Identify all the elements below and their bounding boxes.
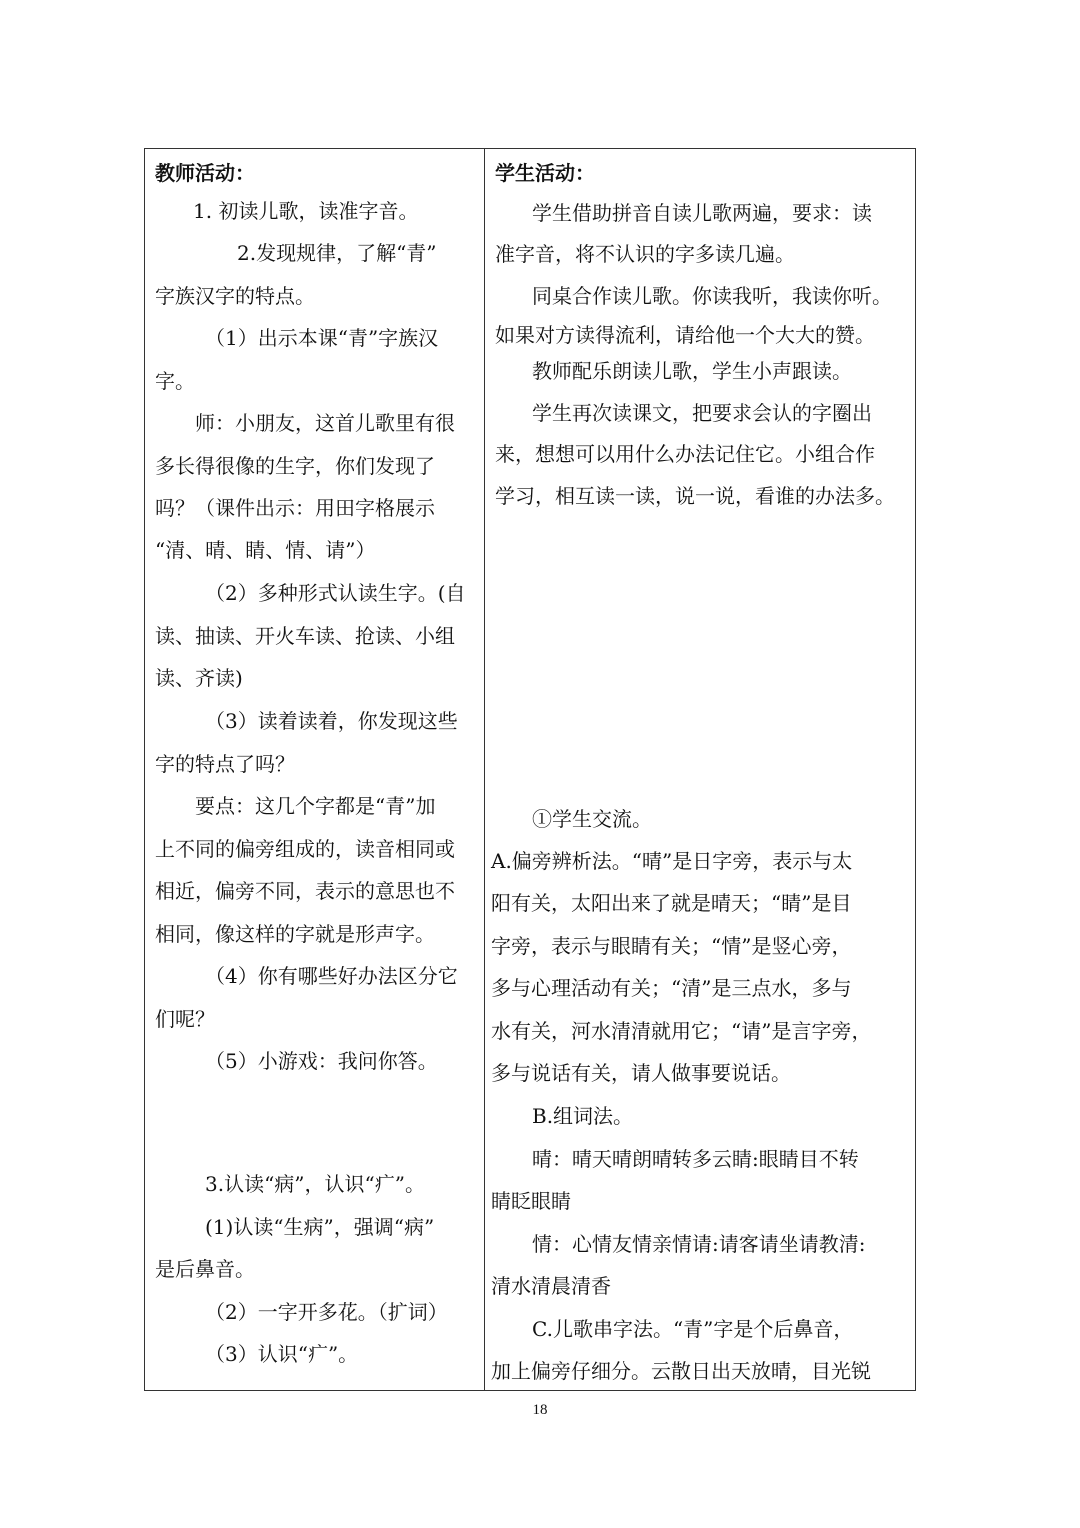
- teacher-line: 上不同的偏旁组成的，读音相同或: [155, 837, 455, 861]
- teacher-line: 读、齐读): [155, 666, 243, 690]
- page-number: 18: [532, 1402, 548, 1418]
- student-activity-column: [485, 149, 915, 1390]
- teacher-line: （1）出示本课“青”字族汉: [205, 326, 439, 350]
- teacher-line: 相同，像这样的字就是形声字。: [155, 922, 435, 946]
- teacher-heading: 教师活动：: [155, 161, 255, 185]
- student-line: 准字音，将不认识的字多读几遍。: [495, 242, 795, 266]
- teacher-activity-column: [145, 149, 485, 1390]
- student-line: 情：心情友情亲情请:请客请坐请教清:: [532, 1232, 866, 1256]
- student-heading: 学生活动：: [495, 161, 595, 185]
- teacher-line: 1. 初读儿歌，读准字音。: [193, 199, 419, 223]
- student-line: 晴：晴天晴朗晴转多云睛:眼睛目不转: [532, 1147, 859, 1171]
- student-line: 学生借助拼音自读儿歌两遍，要求：读: [532, 201, 872, 225]
- student-line: 如果对方读得流利，请给他一个大大的赞。: [495, 323, 875, 347]
- teacher-line: 是后鼻音。: [155, 1257, 255, 1281]
- student-line: 学习，相互读一读，说一说，看谁的办法多。: [495, 484, 895, 508]
- teacher-line: 字的特点了吗？: [155, 752, 295, 776]
- teacher-line: 要点：这几个字都是“青”加: [195, 794, 436, 818]
- teacher-line: 字。: [155, 369, 195, 393]
- student-line: 清水清晨清香: [491, 1274, 611, 1298]
- teacher-line: 吗？（课件出示：用田字格展示: [155, 496, 435, 520]
- student-line: 多与说话有关，请人做事要说话。: [491, 1061, 791, 1085]
- teacher-line: 师：小朋友，这首儿歌里有很: [195, 411, 455, 435]
- teacher-line: 相近，偏旁不同，表示的意思也不: [155, 879, 455, 903]
- student-line: B.组词法。: [532, 1104, 634, 1128]
- teacher-line: (1)认读“生病”，强调“病”: [205, 1215, 435, 1239]
- student-line: ①学生交流。: [532, 807, 652, 831]
- teacher-line: （5）小游戏：我问你答。: [205, 1049, 438, 1073]
- student-line: 阳有关，太阳出来了就是晴天；“睛”是目: [491, 891, 852, 915]
- student-line: 水有关，河水清清就用它；“请”是言字旁，: [491, 1019, 872, 1043]
- teacher-line: 2.发现规律，了解“青”: [237, 241, 437, 265]
- student-line: 多与心理活动有关；“清”是三点水，多与: [491, 976, 852, 1000]
- teacher-line: （2）一字开多花。（扩词）: [205, 1300, 448, 1324]
- teacher-line: 读、抽读、开火车读、抢读、小组: [155, 624, 455, 648]
- student-line: 加上偏旁仔细分。云散日出天放晴，目光锐: [491, 1359, 871, 1383]
- student-line: 同桌合作读儿歌。你读我听，我读你听。: [532, 284, 892, 308]
- student-line: 教师配乐朗读儿歌，学生小声跟读。: [532, 359, 852, 383]
- teacher-line: 3.认读“病”，认识“疒”。: [205, 1172, 425, 1196]
- student-line: C.儿歌串字法。“青”字是个后鼻音，: [532, 1317, 854, 1341]
- lesson-table: [144, 148, 916, 1391]
- student-line: 来，想想可以用什么办法记住它。小组合作: [495, 442, 875, 466]
- teacher-line: 多长得很像的生字，你们发现了: [155, 454, 435, 478]
- teacher-line: （4）你有哪些好办法区分它: [205, 964, 458, 988]
- teacher-line: （3）读着读着，你发现这些: [205, 709, 458, 733]
- teacher-line: “清、晴、睛、情、请”）: [155, 538, 376, 562]
- student-line: 字旁，表示与眼睛有关；“情”是竖心旁，: [491, 934, 852, 958]
- teacher-line: 们呢？: [155, 1007, 215, 1031]
- student-line: 学生再次读课文，把要求会认的字圈出: [532, 401, 872, 425]
- teacher-line: 字族汉字的特点。: [155, 284, 315, 308]
- teacher-line: （2）多种形式认读生字。(自: [205, 581, 466, 605]
- student-line: A.偏旁辨析法。“晴”是日字旁，表示与太: [491, 849, 853, 873]
- student-line: 睛眨眼睛: [491, 1189, 571, 1213]
- teacher-line: （3）认识“疒”。: [205, 1342, 359, 1366]
